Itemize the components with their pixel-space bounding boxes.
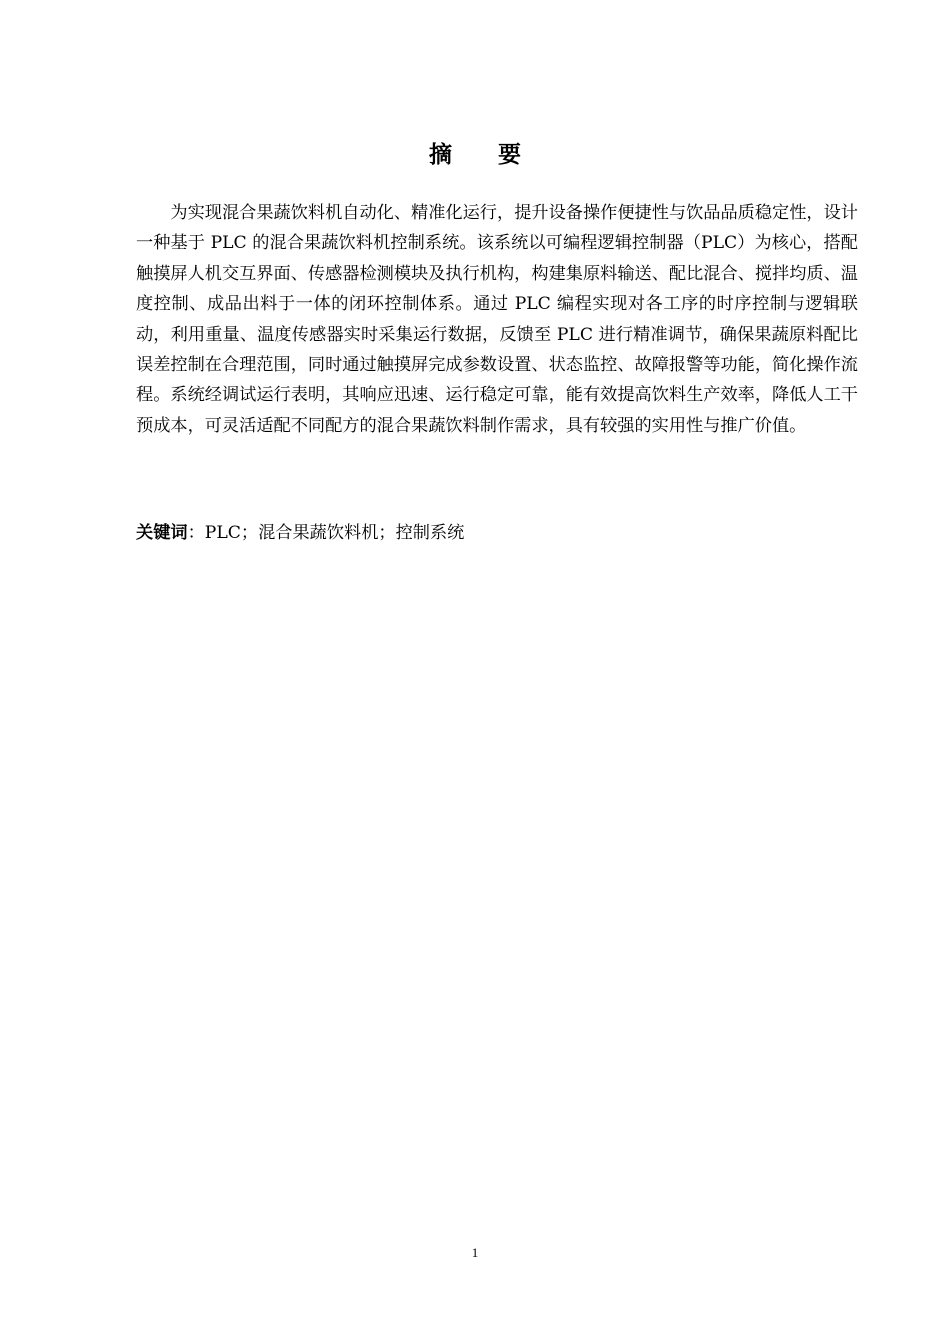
abstract-paragraph: 为实现混合果蔬饮料机自动化、精准化运行，提升设备操作便捷性与饮品品质稳定性，设计一种基于 PLC 的混合果蔬饮料机控制系统。该系统以可编程逻辑控制器（PLC）为核心，搭配触摸屏人机交互界面、传感器检测模块及执行机构，构建集原料输送、配比混合、搅拌均质、温度控制、成品出料于一体的闭环控制体系。通过 PLC 编程实现对各工序的时序控制与逻辑联动，利用重量、温度传感器实时采集运行数据，反馈至 PLC 进行精准调节，确保果蔬原料配比误差控制在合理范围，同时通过触摸屏完成参数设置、状态监控、故障报警等功能，简化操作流程。系统经调试运行表明，其响应迅速、运行稳定可靠，能有效提高饮料生产效率，降低人工干预成本，可灵活适配不同配方的混合果蔬饮料制作需求，具有较强的实用性与推广价值。	[136, 203, 858, 436]
keywords-line	[136, 518, 858, 548]
title-char-2: 要	[498, 142, 521, 168]
keywords-separator: ：	[187, 523, 205, 543]
keywords-label: 关键词	[136, 523, 188, 543]
page-title	[0, 138, 950, 172]
title-char-1: 摘	[429, 142, 452, 168]
keywords-text: PLC；混合果蔬饮料机；控制系统	[204, 523, 465, 543]
page-number: 1	[471, 1245, 479, 1260]
